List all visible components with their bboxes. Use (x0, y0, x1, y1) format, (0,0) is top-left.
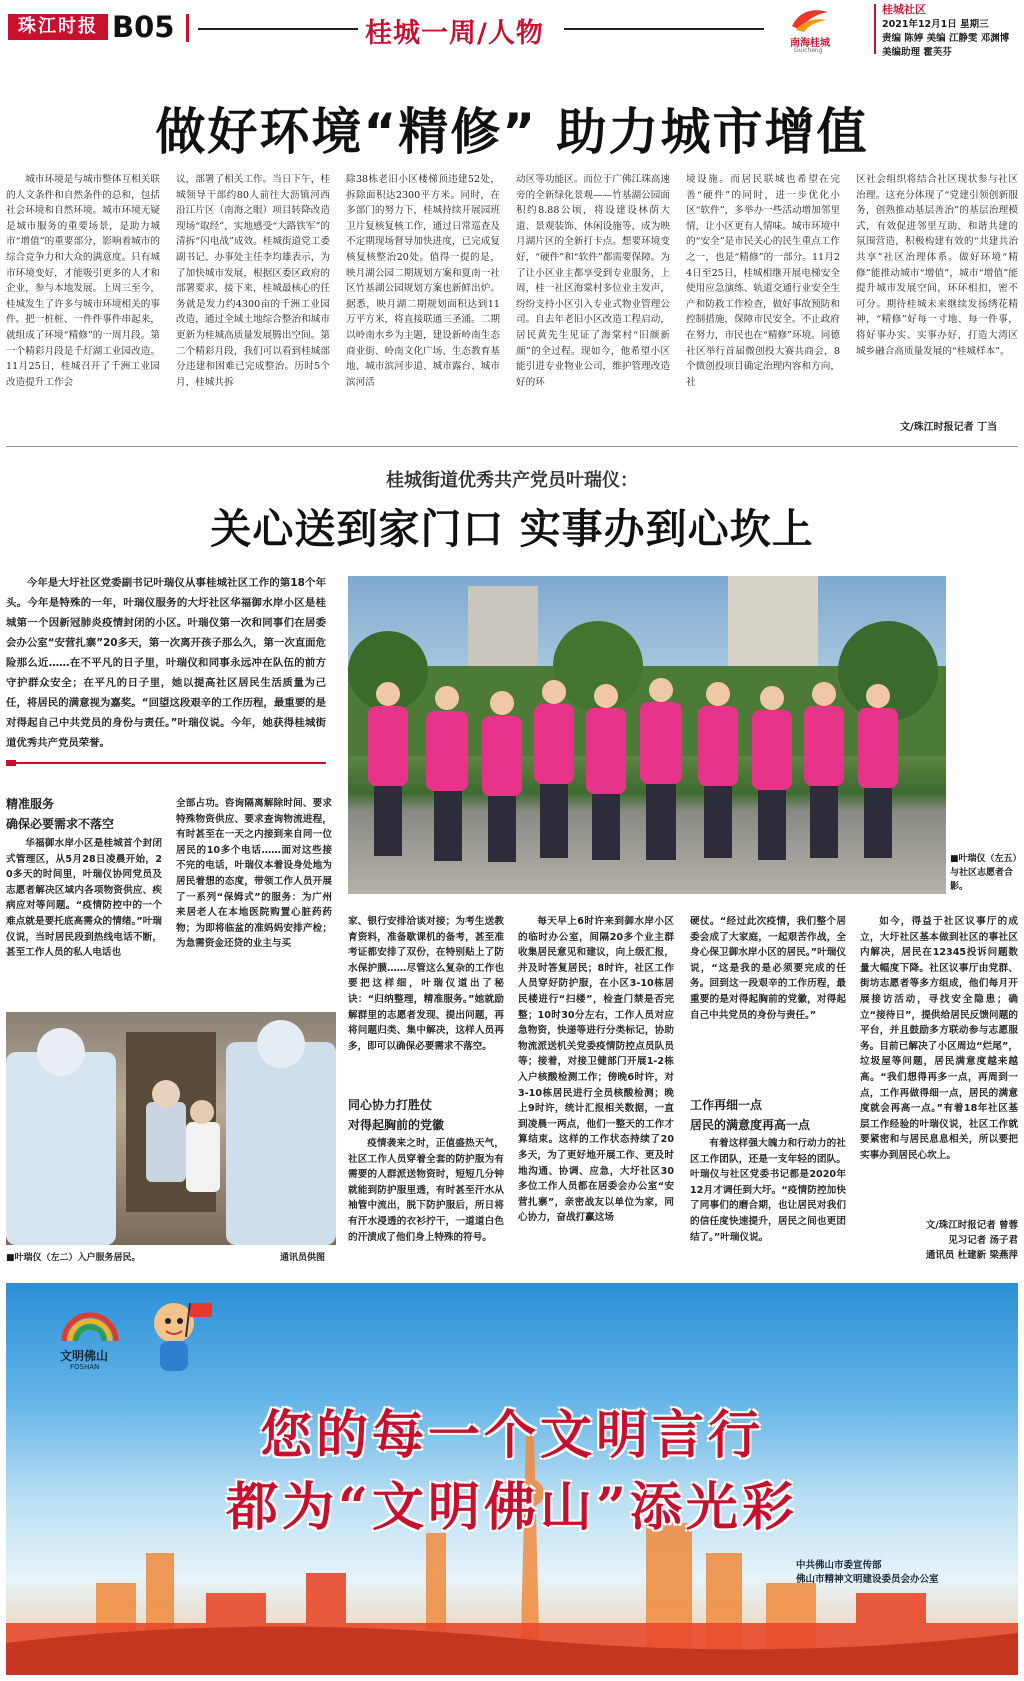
article1-col-2: 议，部署了相关工作。当日下午，桂城领导干部约80人前往大沥镇河西沿江片区（南海之眼）项目转降改造现场“取经”，实地感受“大路铁军”的清拆“闪电战”成效。桂城街道党工委副书记、办事处主任李均雄表示，为了加快城市发展，根据区委区政府的部署要求，接下来，桂城最核心的任务就是发力约4300亩的千洲工业园改造，通过全域土地综合整治和城市更新为桂城高质量发展腾出空间。第二个精彩月段，我们可以看到桂城部分违建和困难已完成整治。历时5个月，桂城共拆 (176, 174, 330, 388)
subhead3-line-a: 工作再细一点 (690, 1098, 763, 1112)
logo-text: 南海桂城 (790, 38, 830, 49)
sponsor-line-2: 佛山市精神文明建设委员会办公室 (796, 1574, 939, 1585)
ad-slogan-line-2: 都为“文明佛山”添光彩 (226, 1477, 798, 1538)
ad-logo-sub: FOSHAN (70, 1363, 100, 1371)
article2-byline (890, 1218, 1018, 1263)
article2-col-d: 每天早上6时许来到御水岸小区的临时办公室，间隔20多个业主群收集居民意见和建议，向上级汇报，并及时答复居民；8时许，社区工作人员穿好防护服，在小区3-10栋居民楼进行“扫楼”，检查门禁是否完整；10时30分左右，工作人员对应急物资，快递等进行分类标记，协助物流派送机关党委疫情防控点员队员等；接着，对接卫健部门开展1-2栋入户核酸检测工作；傍晚6时许，对3-10栋居民进行全员核酸检测；晚上9时许，统计汇报相关数据，一直到凌晨一两点，他们一整天的工作才算结束。这样的工作状态持续了20多天，为了更好地开展工作、更及时地沟通、协调、应急，大圩社区30多位工作人员都在居委会办公室“安营扎寨”，亲密战友以单位为家，同心协力，奋战打赢这场 (518, 916, 674, 1224)
article2-col-e2: 有着这样强大魄力和行动力的社区工作团队，还是一支年轻的团队。叶瑞仪与社区党委书记都是2020年12月才调任到大圩。“疫情防控加快了同事们的磨合期，也让居民对我们的信任度快速提升，居民之间也更团结了。”叶瑞仪说。 (690, 1138, 846, 1243)
subhead1-line-b: 确保必要需求不落空 (6, 817, 115, 831)
photo2-caption: ■叶瑞仪（左二）入户服务居民。 (6, 1253, 141, 1263)
home-service-photo (6, 1012, 336, 1245)
subhead1-line-a: 精准服务 (6, 797, 55, 811)
byline-line-2: 见习记者 汤子君 (948, 1235, 1018, 1246)
article2-col-c: 家、银行安排洽谈对接；为考生送教育资料，准备歇课机的备考，甚至准考证都安排了双份，在特别贴上了防水保护膜……尽管这么复杂的工作也要把这样细，叶瑞仪道出了秘诀：“归纳整理，精准服务。”她就励解群里的志愿者发现、提出问题，再将问题归类、集中解决，这样人员再多，即可以确保必要需求不落空。 (348, 916, 504, 1052)
article2-kicker: 桂城街道优秀共产党员叶瑞仪： (386, 470, 638, 491)
sponsor-line-1: 中共佛山市委宣传部 (796, 1560, 882, 1571)
section-divider (6, 446, 1018, 447)
article1-col-1: 城市环境是与城市整体互相关联的人文条件和自然条件的总和，包括社会环境和自然环境。城市环境无疑是城市服务的重要场景，是助力城市“增值”的重要部分，影响着城市的综合竞争力和大众的满意度。只有城市环境变好，才能吸引更多的人才和企业，参与本地发展。上周三至今，桂城发生了许多与城市环境相关的事件。把一桩桩、一件件事件串起来，就组成了环境“精修”的一周月段。第一个精彩月段是千灯湖工业园改造。11月25日，桂城召开了千洲工业园改造提升工作会 (6, 174, 160, 388)
article2-col-b: 全部占功。咨询隔离解除时间、要求特殊物资供应、要求查询物流进程，有时甚至在一天之内接到来自同一位居民的10多个电话……面对这些接不完的电话，叶瑞仪本着设身处地为居民着想的态度，带领工作人员开展了一系列“保姆式”的服务：为广州来居老人在本地医院购置心脏药药物；为即将临盆的准妈妈安排产检；为急需资金还贷的业主与买 (176, 798, 332, 950)
page-number: B05 (112, 10, 175, 44)
article1-col-3: 除38栋老旧小区楼梯顶违建52处，拆除面积达2300平方米。同时，在多部门的努力下，桂城持续开展园班卫片复核复核工作，通过日常巡查及不定期现场督导加快进度，已完成复核复核整治20处。值得一提的是，映月湖公园二期规划方案和夏南一社区竹基湖公园规划方案也新鲜出炉。据悉，映月湖二期规划面积达到11万平方米，将直接联通三圣涌。二期以岭南水乡为主题，建设新岭南生态商业街、岭南文化广场、生态教育基地、城市滨河步道、城市露台、城市滨河活 (346, 174, 500, 388)
lead-underline (6, 762, 326, 764)
subhead1 (6, 793, 166, 835)
section-title: 桂城一周/人物 (365, 18, 544, 49)
masthead-info-divider (874, 4, 876, 54)
public-service-ad (6, 1283, 1018, 1675)
column-name: 桂城社区 (882, 3, 926, 16)
subhead2-line-b: 对得起胸前的党徽 (348, 1118, 445, 1132)
masthead-rule-left (198, 28, 358, 30)
subhead2-line-a: 同心协力打胜仗 (348, 1098, 433, 1112)
photo1-caption: ■叶瑞仪（左五）与社区志愿者合影。 (950, 854, 1018, 892)
rainbow-logo-icon (60, 1309, 120, 1345)
photo2-credit: 通讯员供图 (280, 1253, 326, 1263)
article2-col-e: 硬仗。“经过此次疫情，我们整个居委会成了大家庭，一起艰苦作战，全身心保卫御水岸小区的居民。”叶瑞仪说，“这是我的是必须要完成的任务。回到这一段艰辛的工作历程，最重要的是对得起胸前的党徽，对得起自己中共党员的身份与责任。” (690, 916, 846, 1021)
editors-line-1: 责编 陈婷 美编 江静雯 邓渊博 (882, 33, 1010, 44)
article1-col-4: 动区等功能区。而位于广佛江珠高速旁的全新绿化景观——竹基湖公园面积约8.88公顷，将设建设林荫大道、景观装饰、休闲设施等，成为映月湖片区的全新打卡点。想要环境变好，“硬件”和“软件”都需要保障。为了让小区业主都享受到专业服务，上周，桂一社区海棠村多位业主发声，纷纷支持小区引入专业式物业管理公司。自去年老旧小区改造工程启动，居民黄先生见证了海棠村“旧颜新颜”的全过程。现如今，他希望小区能引进专业物业公司，维护管理改造好的环 (516, 174, 670, 388)
byline-line-1: 文/珠江时报记者 曾蓉 (925, 1220, 1018, 1231)
masthead (0, 0, 1024, 58)
subhead2 (348, 1094, 508, 1136)
date-line: 2021年12月1日 星期三 (882, 19, 989, 30)
article1-col-6: 区社会组织将结合社区现状参与社区治理。这充分体现了“党建引领创新服务，创熟推动基层善治”的基层治理模式，有效促进邻里互助、和谐共建的氛围营造，积极构建有效的“共建共治共享”社区治理体系。做好环境“精修”能推动城市“增值”，城市“增值”能提升城市发展空间，环环相扣，密不可分。期待桂城未来继续发扬绣花精神，“精修”好每一寸地、每一件事，将好事办实、实事办好，打造大湾区城乡融合高质量发展的“桂城样本”。 (856, 174, 1018, 357)
subhead3 (690, 1094, 850, 1136)
ad-slogan-line-1: 您的每一个文明言行 (259, 1405, 764, 1466)
swoosh-icon (790, 6, 830, 32)
article2-col-a: 华福御水岸小区是桂城首个封闭式管理区，从5月28日凌晨开始，20多天的时间里，叶瑞仪协同党员及志愿者解决区域内各项物资供应、疾病应对等问题。“疫情防控中的一个难点就是要托底高需众的情绪。”叶瑞仪说，当时居民段到热线电话不断，甚至工作人员的私人电话也 (6, 838, 162, 959)
logo-sub: Guicheng (794, 47, 823, 54)
civilized-foshan-logo (52, 1309, 132, 1379)
article2-headline: 关心送到家门口 实事办到心坎上 (210, 505, 814, 553)
subhead3-line-b: 居民的满意度再高一点 (690, 1118, 811, 1132)
mascot-icon (146, 1297, 216, 1377)
paper-logo: 珠江时报 (8, 14, 108, 40)
article1-headline: 做好环境“精修” 助力城市增值 (155, 103, 869, 161)
article1-col-5: 境设施。而居民联城也希望在完善“硬件”的同时，进一步优化小区“软件”，多举办一些活动增加邻里情，让小区更有人情味。城市环境中的“安全”是市民关心的民生重点工作之一，也是“精修”的一部分。11月24日至25日，桂城相继开展电梯安全使用应急演练、轨道交通行业安全生产和防救工作检查，做好事故预防和控制措施，保障市民安全。不止政府在努力，市民也在“精修”环境。同德社区举行首届微创投大赛共商会，8个微创投项目确定治理内容和方向，社 (686, 174, 840, 388)
ad-sponsor (796, 1559, 939, 1587)
article2-col-c2: 疫情袭来之时，正值盛热天气，社区工作人员穿着全套的防护服为有需要的人群派送物资时，短短几分钟就能到防护服里透，有时甚至汗水从袖管中流出，脱下防护服后，所日将有汗水浸透的衣衫拧干，一道道白色的汗渍成了他们身上特殊的符号。 (348, 1138, 504, 1243)
article2-lead: 今年是大圩社区党委副书记叶瑞仪从事桂城社区工作的第18个年头。今年是特殊的一年，叶瑞仪服务的大圩社区华福御水岸小区是桂城第一个因新冠肺炎疫情封闭的小区。叶瑞仪第一次和同事们在居委会办公室“安营扎寨”20多天，第一次离开孩子那么久，第一次直面危险那么近……在不平凡的日子里，叶瑞仪和同事永远冲在队伍的前方守护群众安全；在平凡的日子里，她以提高社区居民生活质量为己任，将居民的满意视为嘉奖。“回望这段艰辛的工作历程，最重要的是对得起自己中共党员的身份与责任。”叶瑞仪说。今年，她获得桂城街道优秀共产党员荣誉。 (6, 577, 326, 749)
lead-underline-dot (6, 760, 16, 766)
guicheng-logo (790, 6, 872, 52)
volunteer-group-photo (348, 576, 946, 894)
byline-line-3: 通讯员 杜建新 梁燕萍 (925, 1250, 1018, 1261)
editors-line-2: 美编助理 霍芙芬 (882, 47, 952, 58)
ad-logo-text: 文明佛山 (60, 1349, 109, 1363)
article1-byline: 文/珠江时报记者 丁当 (900, 422, 998, 433)
masthead-divider (186, 14, 189, 42)
article2-col-f: 如今，得益于社区议事厅的成立，大圩社区基本做到社区的事社区内解决，居民在12345投诉问题数量大幅度下降。社区议事厅由党群、街坊志愿者等多方组成，他们每月开展接访活动，寻找安全隐患；确立“接待日”，提供给居民反馈问题的平台，并且鼓励多方联动参与志愿服务。目前已解决了小区周边“烂尾”，垃圾屋等问题，居民满意度越来越高。“我们想得再多一点，再周到一点，工作再做得细一点，居民的满意度就会再高一点。”有着18年社区基层工作经验的叶瑞仪说，社区工作就要紧密和与居民息息相关，所以要把实事办到居民心坎上。 (860, 916, 1018, 1161)
masthead-rule-right (564, 28, 764, 30)
